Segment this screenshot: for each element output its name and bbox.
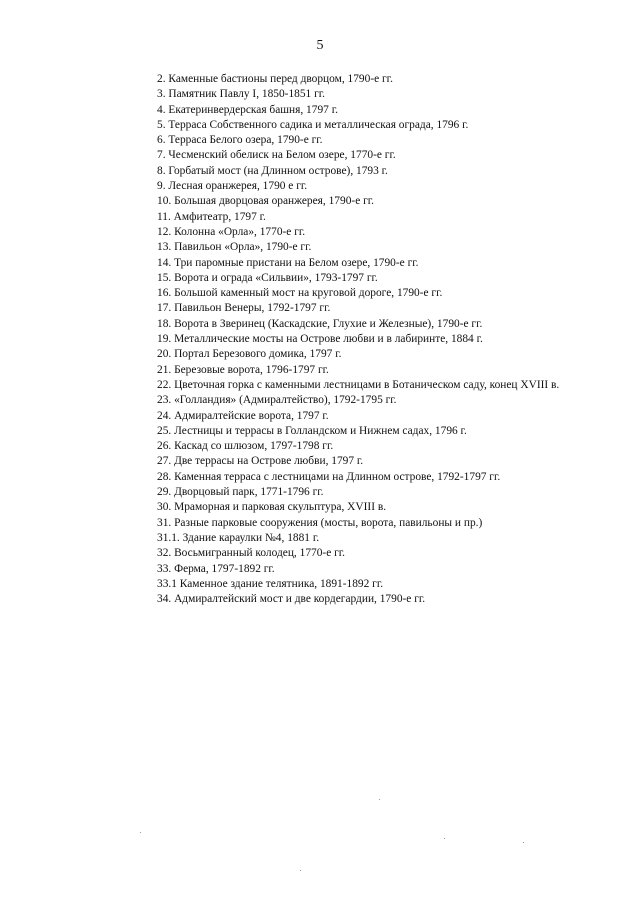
page-number: 5 — [316, 38, 324, 53]
list-item: 7. Чесменский обелиск на Белом озере, 1770-е гг. — [157, 149, 396, 162]
list-item: 23. «Голландия» (Адмиралтейство), 1792-1795 гг. — [157, 394, 397, 407]
list-item: 31. Разные парковые сооружения (мосты, ворота, павильоны и пр.) — [157, 516, 483, 529]
scan-speck — [523, 842, 524, 843]
list-item: 2. Каменные бастионы перед дворцом, 1790-е гг. — [157, 73, 393, 85]
list-item: 27. Две террасы на Острове любви, 1797 г. — [157, 455, 364, 468]
list-item: 29. Дворцовый парк, 1771-1796 гг. — [157, 486, 324, 499]
list-item: 31.1. Здание караулки №4, 1881 г. — [157, 531, 320, 544]
list-item: 24. Адмиралтейские ворота, 1797 г. — [157, 409, 329, 422]
list-item: 3. Памятник Павлу I, 1850-1851 гг. — [157, 88, 326, 101]
list-item: 13. Павильон «Орла», 1790-е гг. — [157, 241, 312, 254]
list-item: 8. Горбатый мост (на Длинном острове), 1793 г. — [157, 164, 388, 177]
list-item: 28. Каменная терраса с лестницами на Длинном острове, 1792-1797 гг. — [157, 470, 501, 483]
list-item: 12. Колонна «Орла», 1770-е гг. — [157, 225, 306, 238]
list-item: 16. Большой каменный мост на круговой дороге, 1790-е гг. — [157, 287, 443, 300]
scan-speck — [444, 838, 445, 839]
list-item: 10. Большая дворцовая оранжерея, 1790-е гг. — [157, 195, 374, 208]
list-item: 6. Терраса Белого озера, 1790-е гг. — [157, 134, 323, 147]
list-item: 17. Павильон Венеры, 1792-1797 гг. — [157, 302, 331, 315]
scan-speck — [379, 799, 380, 800]
list-item: 20. Портал Березового домика, 1797 г. — [157, 348, 342, 361]
list-item: 15. Ворота и ограда «Сильвии», 1793-1797 гг. — [157, 271, 378, 284]
list-item: 32. Восьмигранный колодец, 1770-е гг. — [157, 547, 346, 560]
list-item: 34. Адмиралтейский мост и две кордегардии, 1790-е гг. — [157, 593, 426, 606]
list-item: 5. Терраса Собственного садика и металлическая ограда, 1796 г. — [157, 118, 469, 131]
list-item: 22. Цветочная горка с каменными лестницами в Ботаническом саду, конец XVIII в. — [157, 378, 560, 391]
list-item: 33. Ферма, 1797-1892 гг. — [157, 562, 275, 575]
list-item: 9. Лесная оранжерея, 1790 е гг. — [157, 180, 308, 193]
list-item: 19. Металлические мосты на Острове любви и в лабиринте, 1884 г. — [157, 333, 483, 346]
list-item: 33.1 Каменное здание телятника, 1891-1892 гг. — [157, 577, 384, 590]
list-item: 30. Мраморная и парковая скульптура, XVIII в. — [157, 501, 387, 514]
monument-list — [157, 72, 577, 607]
scan-speck — [300, 870, 301, 871]
list-item: 18. Ворота в Зверинец (Каскадские, Глухие и Железные), 1790-е гг. — [157, 317, 483, 330]
list-item: 26. Каскад со шлюзом, 1797-1798 гг. — [157, 440, 334, 453]
list-item: 21. Березовые ворота, 1796-1797 гг. — [157, 363, 329, 376]
list-item: 25. Лестницы и террасы в Голландском и Нижнем садах, 1796 г. — [157, 424, 467, 437]
list-item: 4. Екатеринвердерская башня, 1797 г. — [157, 103, 338, 116]
list-item: 14. Три паромные пристани на Белом озере, 1790-е гг. — [157, 256, 419, 269]
list-item: 11. Амфитеатр, 1797 г. — [157, 210, 266, 223]
scan-speck — [140, 832, 141, 833]
